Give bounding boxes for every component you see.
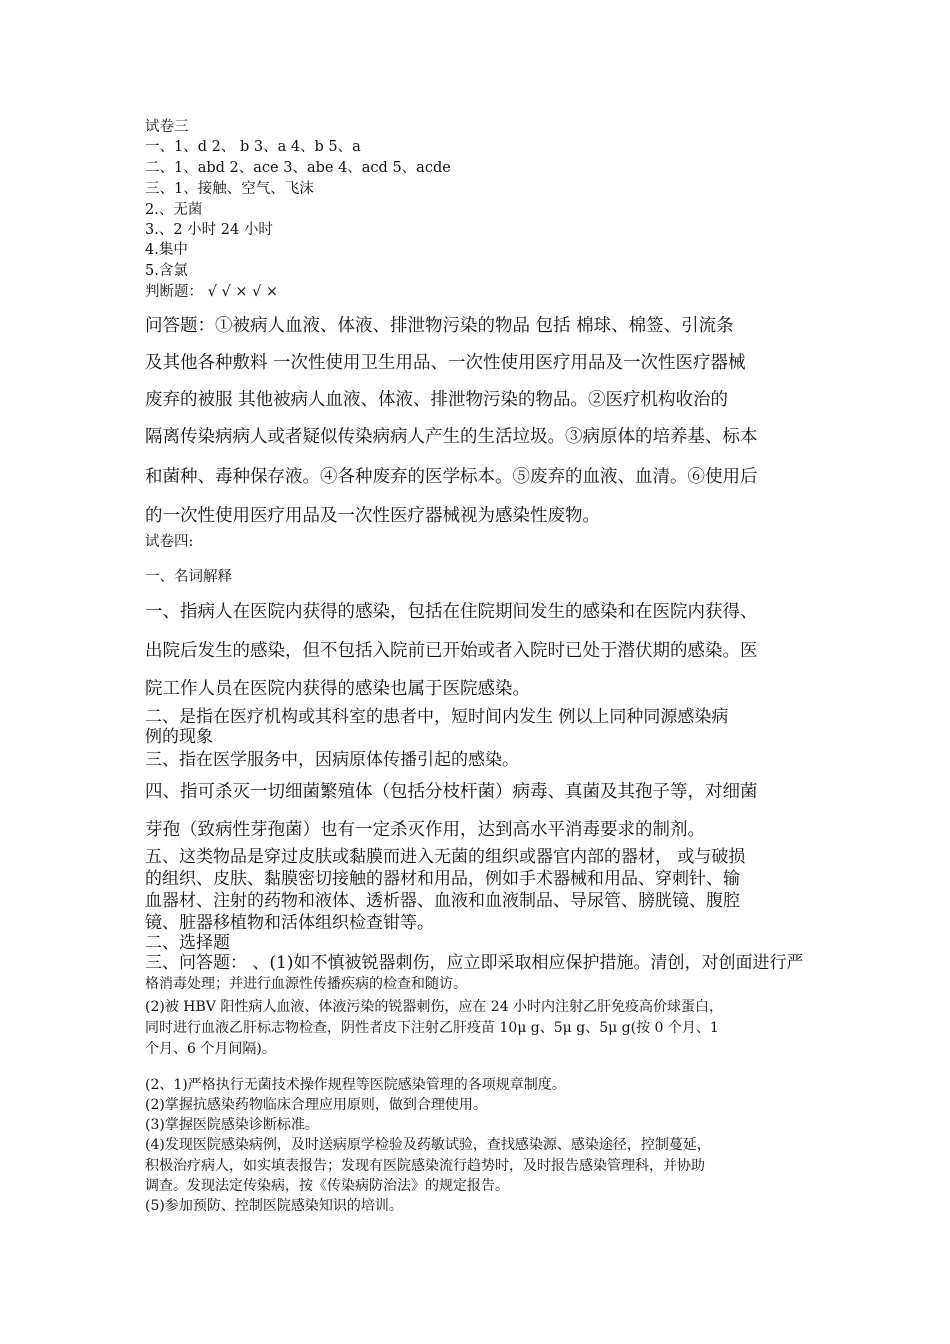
answer-line: 4.集中 <box>145 242 188 258</box>
paragraph-line: 的一次性使用医疗用品及一次性医疗器械视为感染性废物。 <box>145 506 600 526</box>
answer-line: 二、1、abd 2、ace 3、abe 4、acd 5、acde <box>145 160 451 176</box>
paragraph-line: 同时进行血液乙肝标志物检查，阴性者皮下注射乙肝疫苗 10μ g、5μ g、5μ g(按 0 个月、1 <box>145 1020 719 1036</box>
answer-line: 三、1、接触、空气、飞沫 <box>145 181 314 197</box>
paragraph-line: (4)发现医院感染病例，及时送病原学检验及药敏试验，查找感染源、感染途径，控制蔓延， <box>145 1137 711 1153</box>
paragraph-line: 五、这类物品是穿过皮肤或黏膜而进入无菌的组织或器官内部的器材， 或与破损 <box>145 847 746 867</box>
paragraph-line: 芽孢（致病性芽孢菌）也有一定杀灭作用，达到高水平消毒要求的制剂。 <box>145 820 705 840</box>
subsection-title: 一、名词解释 <box>145 569 232 585</box>
answer-line: 5.含氯 <box>145 263 188 279</box>
paragraph-line: 三、问答题： 、(1)如不慎被锐器刺伤，应立即采取相应保护措施。清创，对创面进行严 <box>145 953 804 973</box>
section-title-paper-four: 试卷四: <box>145 534 194 550</box>
paragraph-line: 出院后发生的感染，但不包括入院前已开始或者入院时已处于潜伏期的感染。医 <box>145 641 758 661</box>
paragraph-line: 院工作人员在医院内获得的感染也属于医院感染。 <box>145 679 530 699</box>
paragraph-line: (3)掌握医院感染诊断标准。 <box>145 1117 319 1133</box>
paragraph-line: 例的现象 <box>145 727 213 747</box>
paragraph-line: (2、1)严格执行无菌技术操作规程等医院感染管理的各项规章制度。 <box>145 1077 566 1093</box>
paragraph-line: 三、指在医学服务中，因病原体传播引起的感染。 <box>145 750 519 770</box>
paragraph-line: 格消毒处理；并进行血源性传播疾病的检查和随访。 <box>145 976 467 992</box>
paragraph-line: (2)被 HBV 阳性病人血液、体液污染的锐器刺伤，应在 24 小时内注射乙肝免疫高价球蛋白， <box>145 999 724 1015</box>
paragraph-line: 四、指可杀灭一切细菌繁殖体（包括分枝杆菌）病毒、真菌及其孢子等，对细菌 <box>145 782 758 802</box>
paragraph-line: 和菌种、毒种保存液。④各种废弃的医学标本。⑤废弃的血液、血清。⑥使用后 <box>145 467 758 487</box>
answer-line: 2.、无菌 <box>145 202 203 218</box>
paragraph-line: 问答题：①被病人血液、体液、排泄物污染的物品 包括 棉球、棉签、引流条 <box>145 316 734 336</box>
paragraph-line: 隔离传染病病人或者疑似传染病病人产生的生活垃圾。③病原体的培养基、标本 <box>145 427 758 447</box>
paragraph-line: 的组织、皮肤、黏膜密切接触的器材和用品，例如手术器械和用品、穿刺针、输 <box>145 869 740 889</box>
paragraph-line: 废弃的被服 其他被病人血液、体液、排泄物污染的物品。②医疗机构收治的 <box>145 390 729 410</box>
answer-line: 一、1、d 2、 b 3、a 4、b 5、a <box>145 139 361 155</box>
paragraph-line: 及其他各种敷料 一次性使用卫生用品、一次性使用医疗用品及一次性医疗器械 <box>145 353 746 373</box>
paragraph-line: 积极治疗病人，如实填表报告；发现有医院感染流行趋势时，及时报告感染管理科，并协助 <box>145 1158 705 1174</box>
paragraph-line: 血器材、注射的药物和液体、透析器、血液和血液制品、导尿管、膀胱镜、腹腔 <box>145 891 740 911</box>
paragraph-line: 一、指病人在医院内获得的感染，包括在住院期间发生的感染和在医院内获得、 <box>145 602 758 622</box>
subsection-title: 二、选择题 <box>145 933 230 953</box>
paragraph-line: (5)参加预防、控制医院感染知识的培训。 <box>145 1198 403 1214</box>
paragraph-line: 个月、6 个月间隔)。 <box>145 1041 276 1057</box>
answer-line: 3.、2 小时 24 小时 <box>145 222 273 238</box>
section-title-paper-three: 试卷三 <box>145 119 189 135</box>
paragraph-line: 调查。发现法定传染病，按《传染病防治法》的规定报告。 <box>145 1178 509 1194</box>
paragraph-line: 二、是指在医疗机构或其科室的患者中，短时间内发生 例以上同种同源感染病 <box>145 707 729 727</box>
judgment-answers: 判断题： √ √ × √ × <box>145 284 279 300</box>
paragraph-line: 镜、脏器移植物和活体组织检查钳等。 <box>145 913 434 933</box>
paragraph-line: (2)掌握抗感染药物临床合理应用原则，做到合理使用。 <box>145 1097 487 1113</box>
